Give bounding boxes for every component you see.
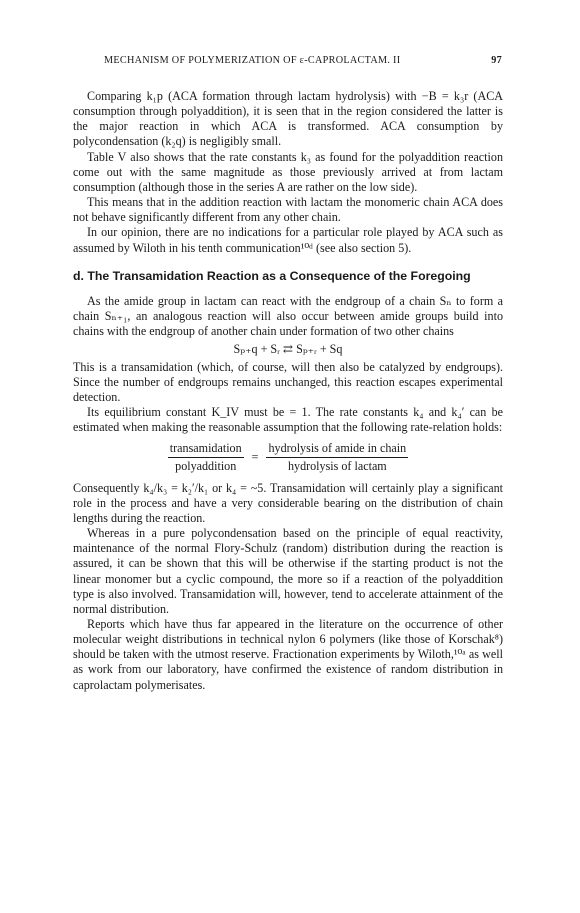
rate-relation [73,441,503,474]
fraction-numerator: hydrolysis of amide in chain [266,441,408,458]
equals-sign: = [251,450,259,465]
paragraph: Reports which have thus far appeared in the literature on the occurrence of other molecular weight distributions in technical nylon 6 polymers (like those of Korschak⁸) should be taken with the utmost reserve. Fractionation experiments by Wiloth,¹⁰ᵃ as well as work from our laboratory, have confirmed the existence of random distribution in caprolactam polymerisates. [73,617,503,692]
paragraph: Its equilibrium constant K_IV must be = 1. The rate constants k₄ and k₄′ can be estimated when making the reasonable assumption that the following rate-relation holds: [73,404,503,435]
section-heading: d. The Transamidation Reaction as a Consequence of the Foregoing [73,268,471,283]
fraction-left [168,441,244,474]
paragraph: This is a transamidation (which, of course, will then also be catalyzed by endgroups). Since the number of endgroups remains unchanged, this reaction escapes experimental detection. [73,359,503,404]
paragraph: Table V also shows that the rate constants k₃ as found for the polyaddition reaction come out with the same magnitude as those previously arrived at from lactam consumption (although those in the series A are rather on the low side). [73,149,503,194]
paragraph: This means that in the addition reaction with lactam the monomeric chain ACA does not behave significantly different from any other chain. [73,195,503,225]
paragraph: Whereas in a pure polycondensation based on the principle of equal reactivity, maintenance of the normal Flory-Schulz (random) distribution during the reaction is assured, it can be shown that this will be otherwise if the starting product is not the linear monomer but a cyclic compound, the more so if a reaction of the polyaddition type is also involved. Transamidation will, however, tend to accelerate attainment of the normal distribution. [73,526,503,616]
reaction-equation: Sₚ₊q + Sᵣ ⇄ Sₚ₊ᵣ + Sq [233,342,343,357]
paragraph: Comparing k₁p (ACA formation through lactam hydrolysis) with −B = k₃r (ACA consumption through polyaddition), it is seen that in the region considered the latter is the major reaction in which ACA is transformed. ACA consumption by polycondensation (k₂q) is negligibly small. [73,89,503,149]
fraction-denominator: polyaddition [175,459,237,474]
paragraph: As the amide group in lactam can react with the endgroup of a chain Sₙ to form a chain Sₙ₊₁, an analogous reaction will also occur between amide groups build into chains with the endgroup of another chain under formation of two other chains [73,293,503,339]
paragraph: In our opinion, there are no indications for a particular role played by ACA such as assumed by Wiloth in his tenth communication¹⁰ᵈ (see also section 5). [73,225,503,255]
page-number: 97 [491,55,502,66]
running-title: MECHANISM OF POLYMERIZATION OF ε-CAPROLACTAM. II [104,55,401,66]
body-text [73,89,503,693]
fraction-denominator: hydrolysis of lactam [287,459,387,474]
paragraph: Consequently k₄/k₃ = k₂′/k₁ or k₄ = ~5. Transamidation will certainly play a significant role in the process and have a very considerable bearing on the distribution of chain lengths during the reaction. [73,480,503,525]
fraction-right [266,441,408,474]
fraction-numerator: transamidation [168,441,244,458]
